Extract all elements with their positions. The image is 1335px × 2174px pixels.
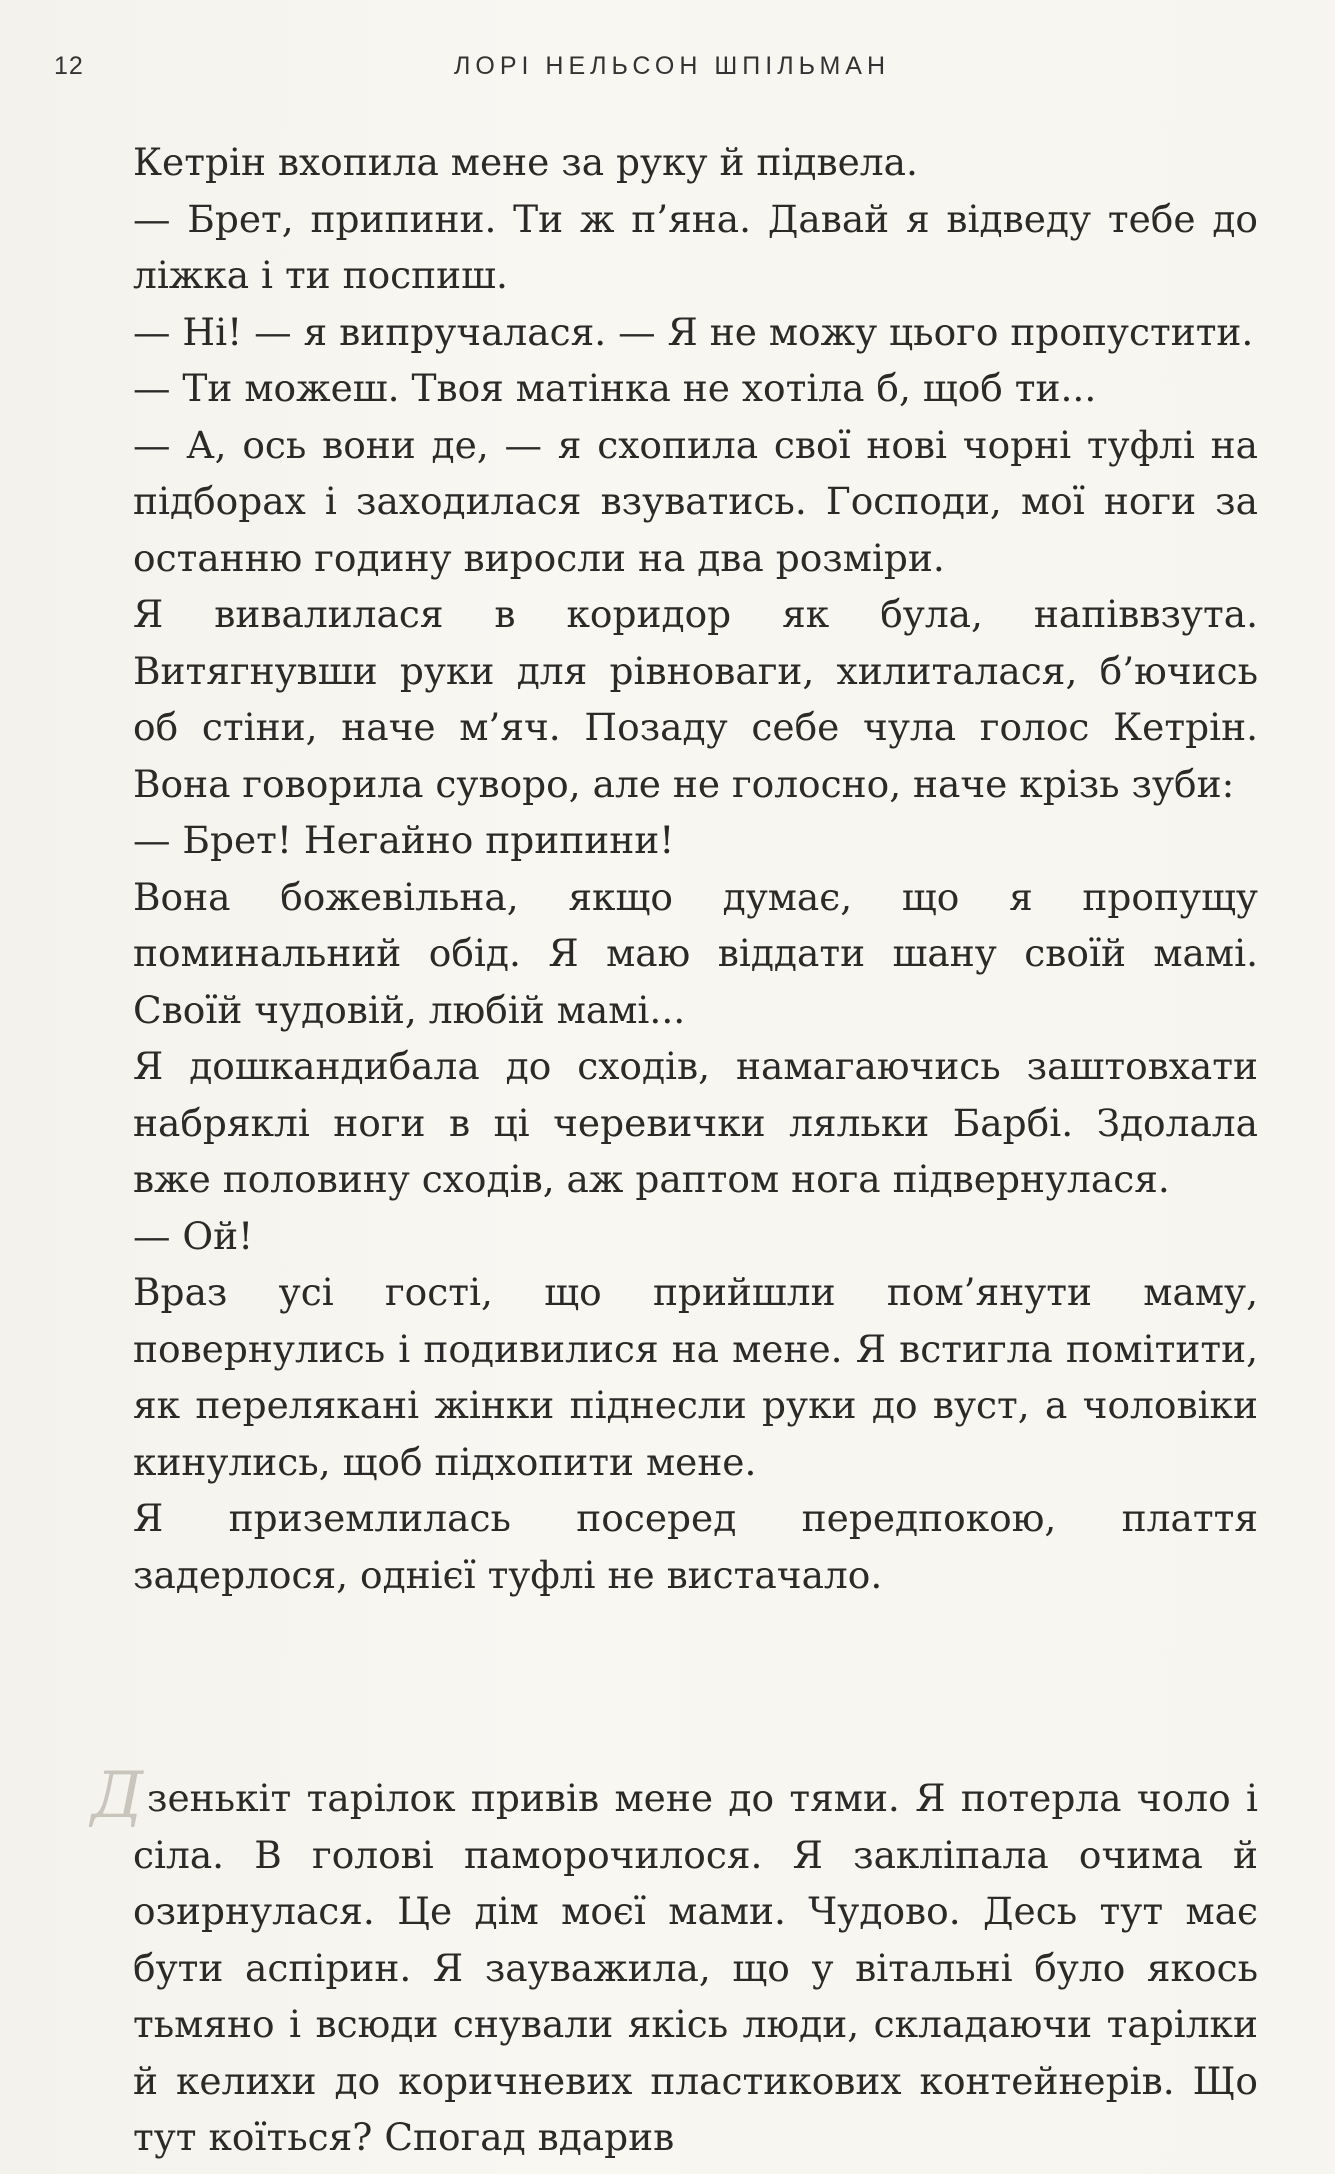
paragraph: Вона божевільна, якщо думає, що я пропущу поминальний обід. Я маю віддати шану своїй мамі. Своїй чудовій, любій мамі... xyxy=(133,874,1258,1032)
paragraph: — Ти можеш. Твоя матінка не хотіла б, щоб ти... xyxy=(133,366,1097,410)
paragraph: — А, ось вони де, — я схопила свої нові чорні туфлі на підборах і заходилася взуватись. Господи, мої ноги за останню годину виросли на два розміри. xyxy=(133,422,1258,580)
paragraph: — Брет! Негайно припини! xyxy=(133,818,675,862)
running-head: ЛОРІ НЕЛЬСОН ШПІЛЬМАН xyxy=(454,52,891,80)
page-header xyxy=(54,52,1281,92)
paragraph: — Ні! — я випручалася. — Я не можу цього пропустити. xyxy=(133,309,1254,354)
section-break xyxy=(0,1690,1335,1730)
paragraph: Я дошкандибала до сходів, намагаючись заштовхати набряклі ноги в ці черевички ляльки Барбі. Здолала вже половину сходів, аж раптом нога підвернулася. xyxy=(133,1044,1258,1201)
paragraph: Кетрін вхопила мене за руку й підвела. xyxy=(133,140,918,184)
page-number: 12 xyxy=(54,52,84,80)
paragraph: Я вивалилася в коридор як була, напіввзута. Витягнувши руки для рівноваги, хилиталася, б’ючись об стіни, наче м’яч. Позаду себе чула голос Кетрін. Вона говорила суворо, але не голосно, наче крізь зуби: xyxy=(133,592,1258,806)
body-text-section-2 xyxy=(91,1759,1258,2166)
body-text-section-1 xyxy=(133,134,1258,1603)
drop-cap: Д xyxy=(91,1759,144,1833)
paragraph: Я приземлилась посеред передпокою, плаття задерлося, однієї туфлі не вистачало. xyxy=(133,1496,1258,1597)
paragraph: Враз усі гості, що прийшли пом’янути маму, повернулись і подивилися на мене. Я встигла помітити, як перелякані жінки піднесли руки до вуст, а чоловіки кинулись, щоб підхопити мене. xyxy=(133,1270,1258,1484)
opening-text: зенькіт тарілок привів мене до тями. Я потерла чоло і сіла. В голові паморочилося. Я закліпала очима й озирнулася. Це дім моєї мами. Чудово. Десь тут має бути аспірин. Я зауважила, що у вітальні було якось тьмяно і всюди снували якісь люди, складаючи тарілки й келихи до коричневих пластикових контейнерів. Що тут коїться? Спогад вдарив xyxy=(133,1776,1258,2159)
paragraph: — Ой! xyxy=(133,1213,254,1258)
paragraph: — Брет, припини. Ти ж п’яна. Давай я відведу тебе до ліжка і ти поспиш. xyxy=(133,196,1258,297)
opening-paragraph xyxy=(91,1759,1258,2166)
